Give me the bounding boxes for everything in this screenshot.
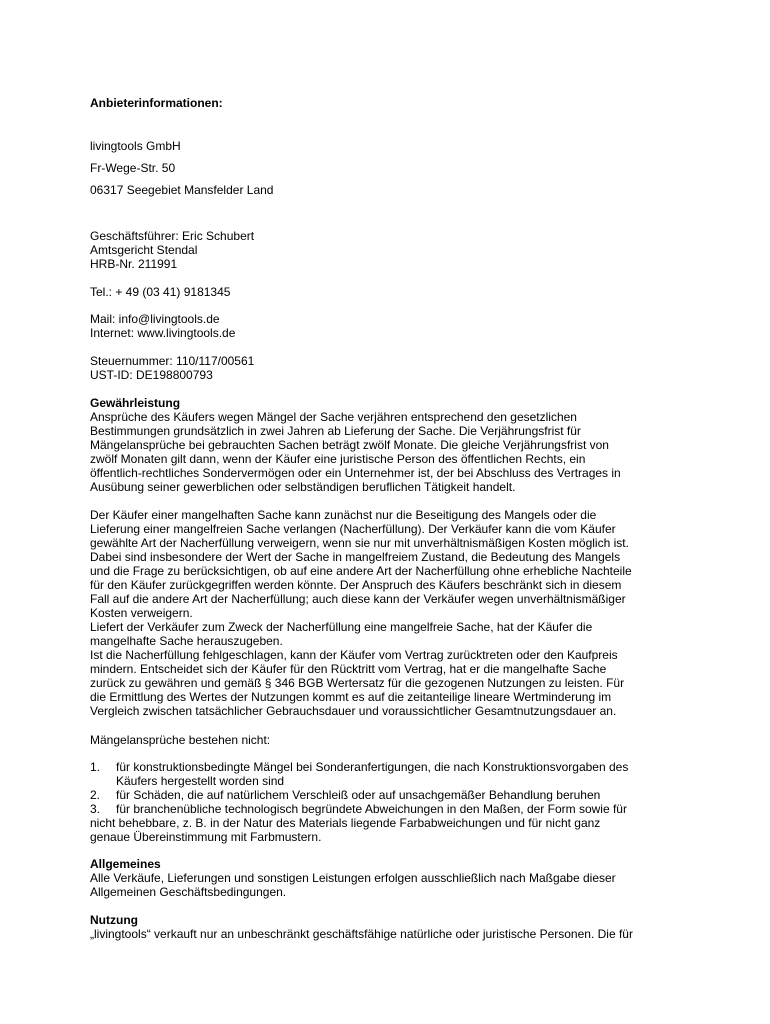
list-number: 2.	[90, 788, 101, 802]
list-item-continuation: Käufers hergestellt worden sind	[116, 774, 285, 788]
text-line: Dabei sind insbesondere der Wert der Sache in mangelfreiem Zustand, die Bedeutung des Mangels	[90, 550, 621, 564]
text-line: zwölf Monaten gilt dann, wenn der Käufer eine juristische Person des öffentlichen Rechts, ein	[90, 452, 586, 466]
list-item	[90, 802, 627, 816]
warranty-paragraph-1	[90, 410, 690, 494]
text-line: zurück zu gewähren und gemäß § 346 BGB Wertersatz für die gezogenen Nutzungen zu leisten. Für	[90, 676, 625, 690]
list-item-continuation: genaue Übereinstimmung mit Farbmustern.	[90, 830, 322, 844]
company-city: 06317 Seegebiet Mansfelder Land	[90, 183, 274, 197]
web-line: Internet: www.livingtools.de	[90, 326, 236, 340]
list-number: 1.	[90, 760, 101, 774]
ceo-line: Geschäftsführer: Eric Schubert	[90, 229, 255, 243]
text-line: die Ermittlung des Wertes der Nutzungen kommt es auf die zeitanteilige lineare Wertminderung im	[90, 690, 612, 704]
text-line: Liefert der Verkäufer zum Zweck der Nacherfüllung eine mangelfreie Sache, hat der Käufer die	[90, 620, 593, 634]
text-line: Bestimmungen grundsätzlich in zwei Jahren ab Lieferung der Sache. Die Verjährungsfrist für	[90, 424, 581, 438]
tax-number-line: Steuernummer: 110/117/00561	[90, 354, 255, 368]
warranty-heading: Gewährleistung	[90, 396, 181, 410]
company-street: Fr-Wege-Str. 50	[90, 161, 176, 175]
mail-line: Mail: info@livingtools.de	[90, 312, 220, 326]
text-line: und die Frage zu berücksichtigen, ob auf eine andere Art der Nacherfüllung ohne erhebliche Nachteile	[90, 564, 632, 578]
text-line: Lieferung einer mangelfreien Sache verlangen (Nacherfüllung). Der Verkäufer kann die vom Käufer	[90, 522, 616, 536]
general-heading: Allgemeines	[90, 857, 161, 871]
text-line: Vergleich zwischen tatsächlicher Gebrauchsdauer und voraussichtlicher Gesamtnutzungsdauer an.	[90, 704, 617, 718]
list-item-continuation: nicht behebbare, z. B. in der Natur des Materials liegende Farbabweichungen und für nicht ganz	[90, 816, 601, 830]
text-line: Der Käufer einer mangelhaften Sache kann zunächst nur die Beseitigung des Mangels oder die	[90, 508, 597, 522]
general-line: Allgemeinen Geschäftsbedingungen.	[90, 885, 287, 899]
general-line: Alle Verkäufe, Lieferungen und sonstigen Leistungen erfolgen ausschließlich nach Maßgabe dieser	[90, 871, 616, 885]
list-text: für Schäden, die auf natürlichem Verschleiß oder auf unsachgemäßer Behandlung beruhen	[116, 788, 601, 802]
list-text: für konstruktionsbedingte Mängel bei Sonderanfertigungen, die nach Konstruktionsvorgaben des	[116, 760, 629, 774]
usage-line: „livingtools“ verkauft nur an unbeschränkt geschäftsfähige natürliche oder juristische Personen. Die für	[90, 927, 633, 941]
court-line: Amtsgericht Stendal	[90, 243, 198, 257]
text-line: Ansprüche des Käufers wegen Mängel der Sache verjähren entsprechend den gesetzlichen	[90, 410, 577, 424]
company-name: livingtools GmbH	[90, 139, 181, 153]
provider-info-heading: Anbieterinformationen:	[90, 96, 223, 110]
warranty-paragraph-2	[90, 508, 690, 718]
vat-id-line: UST-ID: DE198800793	[90, 368, 213, 382]
text-line: Kosten verweigern.	[90, 606, 193, 620]
list-number: 3.	[90, 802, 101, 816]
text-line: öffentlich-rechtliches Sondervermögen oder ein Unternehmer ist, der bei Abschluss des Vertrages in	[90, 466, 621, 480]
register-line: HRB-Nr. 211991	[90, 257, 178, 271]
text-line: mangelhafte Sache herauszugeben.	[90, 634, 283, 648]
list-item	[90, 788, 600, 802]
list-item	[90, 760, 628, 774]
text-line: Mängelansprüche bei gebrauchten Sachen beträgt zwölf Monate. Die gleiche Verjährungsfrist von	[90, 438, 609, 452]
text-line: Fall auf die andere Art der Nacherfüllung; auch diese kann der Verkäufer wegen unverhältnismäßiger	[90, 592, 626, 606]
no-claims-intro: Mängelansprüche bestehen nicht:	[90, 733, 271, 747]
list-text: für branchenübliche technologisch begründete Abweichungen in den Maßen, der Form sowie für	[116, 802, 627, 816]
text-line: mindern. Entscheidet sich der Käufer für den Rücktritt vom Vertrag, hat er die mangelhafte Sache	[90, 662, 607, 676]
text-line: Ist die Nacherfüllung fehlgeschlagen, kann der Käufer vom Vertrag zurücktreten oder den Kaufpreis	[90, 648, 618, 662]
phone-line: Tel.: + 49 (03 41) 9181345	[90, 285, 231, 299]
text-line: gewählte Art der Nacherfüllung verweigern, wenn sie nur mit unverhältnismäßigen Kosten möglich ist.	[90, 536, 629, 550]
text-line: für den Käufer zurückgegriffen werden könnte. Der Anspruch des Käufers beschränkt sich in diesem	[90, 578, 622, 592]
usage-heading: Nutzung	[90, 913, 138, 927]
text-line: Ausübung seiner gewerblichen oder selbständigen beruflichen Tätigkeit handelt.	[90, 480, 516, 494]
